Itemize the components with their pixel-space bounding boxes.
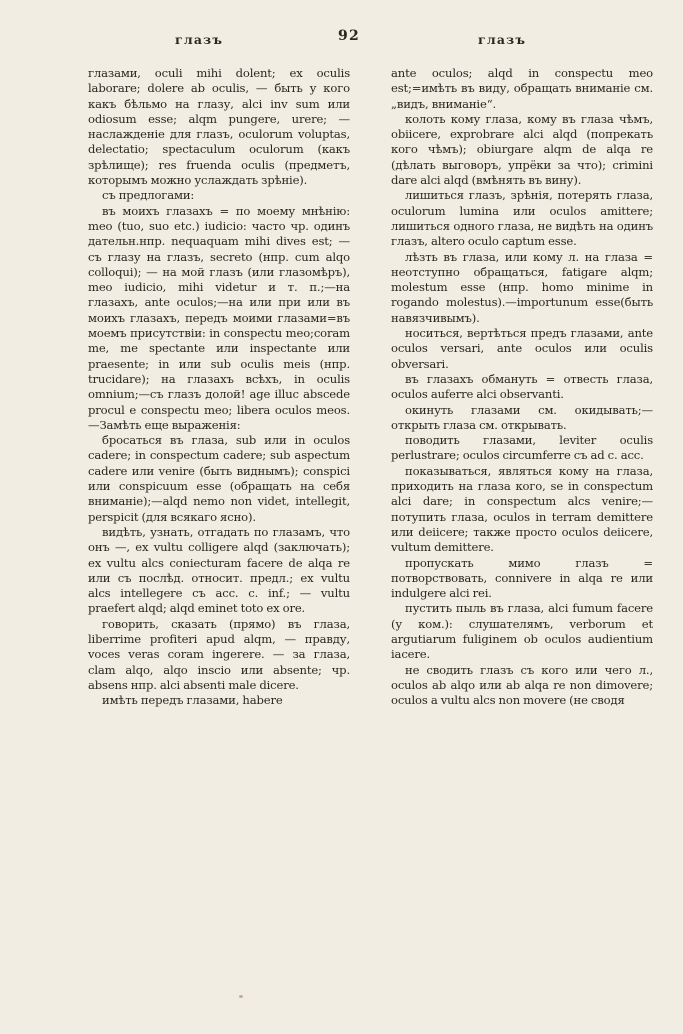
entry-paragraph: въ моихъ глазахъ = по моему мнѣнію: meo (tuo, suo etc.) iudicio: часто чр. одинъ дательн.нпр. nequaquam mihi dives est; — съ глазу на глазъ, secreto (нпр. cum alqo colloqui); — на мой глазъ (или глазомѣръ), meo iudicio, mihi videtur и т. п.;—на глазахъ, ante oculos;—на или при или въ моихъ глазахъ, передъ моими глазами=въ моемъ присутствіи: in conspectu meo;coram me, me spectante или inspectante или praesente; in или sub oculis meis (нпр. trucidare); на глазахъ всѣхъ, in oculis omnium;—съ глазъ долой! age illuc abscede procul e conspectu meo; libera oculos meos.—Замѣть еще выраженія: xyxy=(88,203,350,432)
entry-paragraph: колоть кому глаза, кому въ глаза чѣмъ, obiicere, exprobrare alci alqd (попрекать кого чѣмъ); obiurgare alqm de alqa re (дѣлать выговоръ, упрёки за что); crimini dare alci alqd (вмѣнять въ вину). xyxy=(391,111,653,188)
running-head-left: глазъ xyxy=(175,32,224,47)
entry-paragraph: пропускать мимо глазъ = потворствовать, connivere in alqa re или indulgere alci rei. xyxy=(391,555,653,601)
entry-paragraph: пустить пыль въ глаза, alci fumum facere (у ком.): слушателямъ, verborum et argutiarum fuliginem ob oculos audientium iacere. xyxy=(391,601,653,662)
entry-paragraph: имѣть передъ глазами, habere xyxy=(102,693,283,708)
entry-paragraph: лишиться глазъ, зрѣнія, потерять глаза, oculorum lumina или oculos amittere; лишиться одного глаза, не видѣть на одинъ глазъ, altero oculo captum esse. xyxy=(391,188,653,249)
entry-paragraph: окинуть глазами см. окидывать;—открыть глаза см. открывать. xyxy=(391,402,653,432)
entry-paragraph: ante oculos; alqd in conspectu meo est;=имѣть въ виду, обращать вниманіе см. „видъ, вниманіе“. xyxy=(391,66,653,111)
entry-paragraph: лѣзть въ глаза, или кому л. на глаза = неотступно обращаться, fatigare alqm; molestum esse (нпр. homo minime in rogando molestus).—importunum esse(быть навязчивымъ). xyxy=(391,249,653,325)
entry-paragraph: видѣть, узнать, отгадать по глазамъ, что онъ —, ex vultu colligere alqd (заключать); ex vultu alcs coniecturam facere de alqa re или съ послѣд. относит. предл.; ex vultu alcs intellegere съ acc. c. inf.; — vultu praefert alqd; alqd eminet toto ex ore. xyxy=(88,524,350,616)
left-column xyxy=(88,66,350,708)
entry-paragraph: носиться, вертѣться предъ глазами, ante oculos versari, ante oculos или oculis obversari. xyxy=(391,326,653,371)
section-label: съ предлогами: xyxy=(102,188,195,203)
right-column xyxy=(391,66,653,708)
entry-paragraph: поводить глазами, leviter oculis perlustrare; oculos circumferre съ ad c. acc. xyxy=(391,433,653,463)
entry-paragraph: въ глазахъ обмануть = отвесть глаза, oculos auferre alci observanti. xyxy=(391,371,653,402)
entry-paragraph: глазами, oculi mihi dolent; ex oculis laborare; dolere ab oculis, — быть у кого какъ бѣльмо на глазу, alci inv sum или odiosum esse; alqm pungere, urere; — наслажденіе для глазъ, oculorum voluptas, delectatio; spectaculum oculorum (какъ зрѣлище); res fruenda oculis (предметъ, которымъ можно услаждать зрѣніе). xyxy=(88,66,350,188)
entry-paragraph: не сводить глазъ съ кого или чего л., oculos ab alqo или ab alqa re non dimovere; oculos a vultu alcs non movere (не сводя xyxy=(391,662,653,708)
entry-paragraph: бросаться въ глаза, sub или in oculos cadere; in conspectum cadere; sub aspectum cadere или venire (быть виднымъ); conspici или conspicuum esse (обращать на себя вниманіе);—alqd nemo non videt, intellegit, perspicit (для всякаго ясно). xyxy=(88,433,350,524)
entry-paragraph: показываться, являться кому на глаза, приходить на глаза кого, se in conspectum alci dare; in conspectum alcs venire;—потупить глаза, oculos in terram demittere или deiicere; также просто oculos deiicere, vultum demittere. xyxy=(391,463,653,555)
running-head-right: глазъ xyxy=(478,32,527,47)
entry-paragraph: говорить, сказать (прямо) въ глаза, liberrime profiteri apud alqm, — правду, voces veras coram ingerere. — за глаза, clam alqo, alqo inscio или absente; чр. absens нпр. alci absenti male dicere. xyxy=(88,616,350,692)
paper-speck xyxy=(239,995,243,998)
page-number: 92 xyxy=(338,28,360,44)
